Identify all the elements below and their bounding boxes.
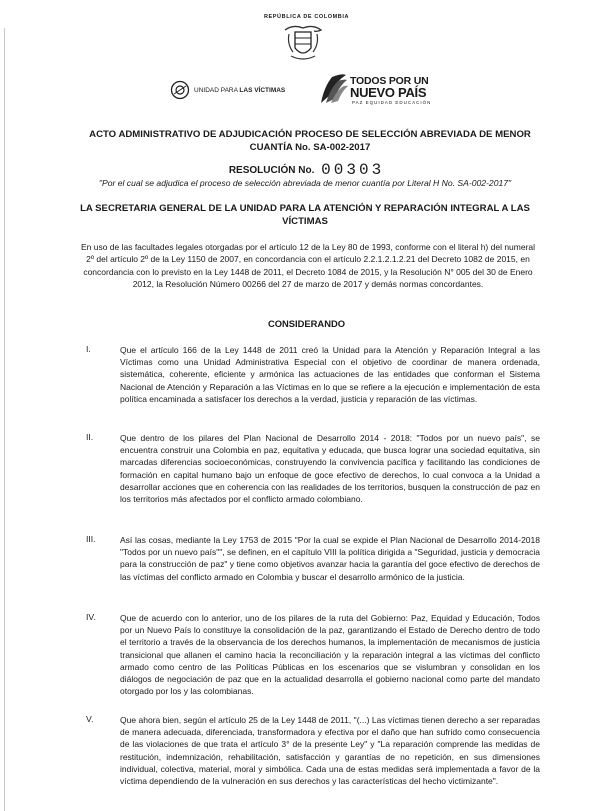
resolution-number-line [0,161,613,179]
item-text: Que dentro de los pilares del Plan Nacional de Desarrollo 2014 - 2018: "Todos por un nuevo país", se encuentra construir una Colombia en paz, equitativa y educada, que busca lograr una sociedad equitativa, sin marcadas diferencias socioeconómicas, construyendo la convivencia pacífica y facilitando las condiciones de formación en capital humano bajo un enfoque de goce efectivo de derechos, lo cual convoca a la Unidad a desarrollar acciones que en coherencia con las realidades de los territorios, busquen la construcción de paz en los territorios más afectados por el conflicto armado colombiano. [120,433,540,505]
victims-logo-text: UNIDAD PARA LAS VÍCTIMAS [194,87,286,94]
item-text: Que de acuerdo con lo anterior, uno de los pilares de la ruta del Gobierno: Paz, Equidad y Educación, Todos por un Nuevo País lo constituye la consolidación de la paz, garantizando el Estado de Derecho dentro de todo el territorio a través de la observancia de los derechos humanos, la implementación de mecanismos de justicia transicional que allanen el camino hacia la reconciliación y la reparación integral a las víctimas del conflicto armado como centro de las Políticas Públicas en los escenarios que se vislumbran y consolidan en los diálogos de negociación de paz que en la actualidad desarrolla el gobierno nacional como parte del mandato otorgado por los y las colombianas. [120,613,540,697]
logo-tagline: PAZ EQUIDAD EDUCACIÓN [352,100,432,105]
coat-of-arms-icon [281,22,325,62]
item-numeral: II. [86,432,94,442]
resolution-label: RESOLUCIÓN No. [228,165,315,176]
logo-line-1: TODOS POR UN [350,75,429,87]
document-title: ACTO ADMINISTRATIVO DE ADJUDICACIÓN PROCESO DE SELECCIÓN ABREVIADA DE MENOR CUANTÍA No. SA-002-2017 [89,129,531,153]
page-border [4,28,5,811]
item-numeral: I. [86,344,91,354]
considerando-heading: CONSIDERANDO [267,318,346,329]
item-text: Que el artículo 166 de la Ley 1448 de 2011 creó la Unidad para la Atención y Reparación Integral a las Víctimas como una Unidad Administrativa Especial con el objetivo de coordinar de manera ordenada, sistemática, coherente, eficiente y armónica las actuaciones de las entidades que conforman el Sistema Nacional de Atención y Reparación a las Víctimas en lo que se refiere a la ejecución e implementación de esta política encaminada a satisfacer los derechos a la verdad, justicia y reparación de las víctimas. [120,345,540,404]
item-text: Así las cosas, mediante la Ley 1753 de 2015 "Por la cual se expide el Plan Nacional de Desarrollo 2014-2018 "Todos por un nuevo país"", se definen, en el capítulo VIII la política dirigida a "Seguridad, justicia y democracia para la construcción de paz" y tiene como objetivos avanzar hacia la garantía del goce efectivo de derechos de las víctimas del conflicto armado en Colombia y buscar el desarrollo armónico de la justicia. [120,535,540,582]
item-numeral: IV. [86,612,96,622]
republic-heading: REPÚBLICA DE COLOMBIA [263,14,350,20]
issuing-authority: LA SECRETARIA GENERAL DE LA UNIDAD PARA LA ATENCIÓN Y REPARACIÓN INTEGRAL A LAS VÍCTIMAS [80,203,530,227]
logo-line-2: NUEVO PAÍS [350,85,427,100]
victims-seal-icon [170,80,190,100]
resolution-number: 00303 [321,161,385,179]
item-numeral: III. [86,534,96,544]
victims-unit-logo [170,80,310,102]
nuevo-pais-logo [318,73,438,109]
legal-basis-paragraph: En uso de las facultades legales otorgadas por el artículo 12 de la Ley 80 de 1993, conforme con el literal h) del numeral 2º del artículo 2º de la Ley 1150 de 2007, en concordancia con el artículo 2.2.1.2.1.2.21 del Decreto 1082 de 2015, en concordancia con lo previsto en la Ley 1448 de 2011, el Decreto 1084 de 2015, y la Resolución N° 005 del 30 de Enero 2012, la Resolución Número 00266 del 27 de marzo de 2017 y demás normas concordantes. [80,242,536,290]
resolution-subtitle: "Por el cual se adjudica el proceso de selección abreviada de menor cuantía por Literal H No. SA-002-2017" [98,178,512,188]
item-text: Que ahora bien, según el artículo 25 de la Ley 1448 de 2011, "(...) Las víctimas tienen derecho a ser reparadas de manera adecuada, diferenciada, transformadora y efectiva por el daño que han sufrido como consecuencia de las violaciones de que trata el artículo 3° de la presente Ley" y "La reparación comprende las medidas de restitución, indemnización, rehabilitación, satisfacción y garantías de no repetición, en sus dimensiones individual, colectiva, material, moral y simbólica. Cada una de estas medidas será implementada a favor de la víctima dependiendo de la vulneración en sus derechos y las características del hecho victimizante". [120,715,540,787]
tricolor-flag-icon [318,73,348,105]
item-numeral: V. [86,714,94,724]
